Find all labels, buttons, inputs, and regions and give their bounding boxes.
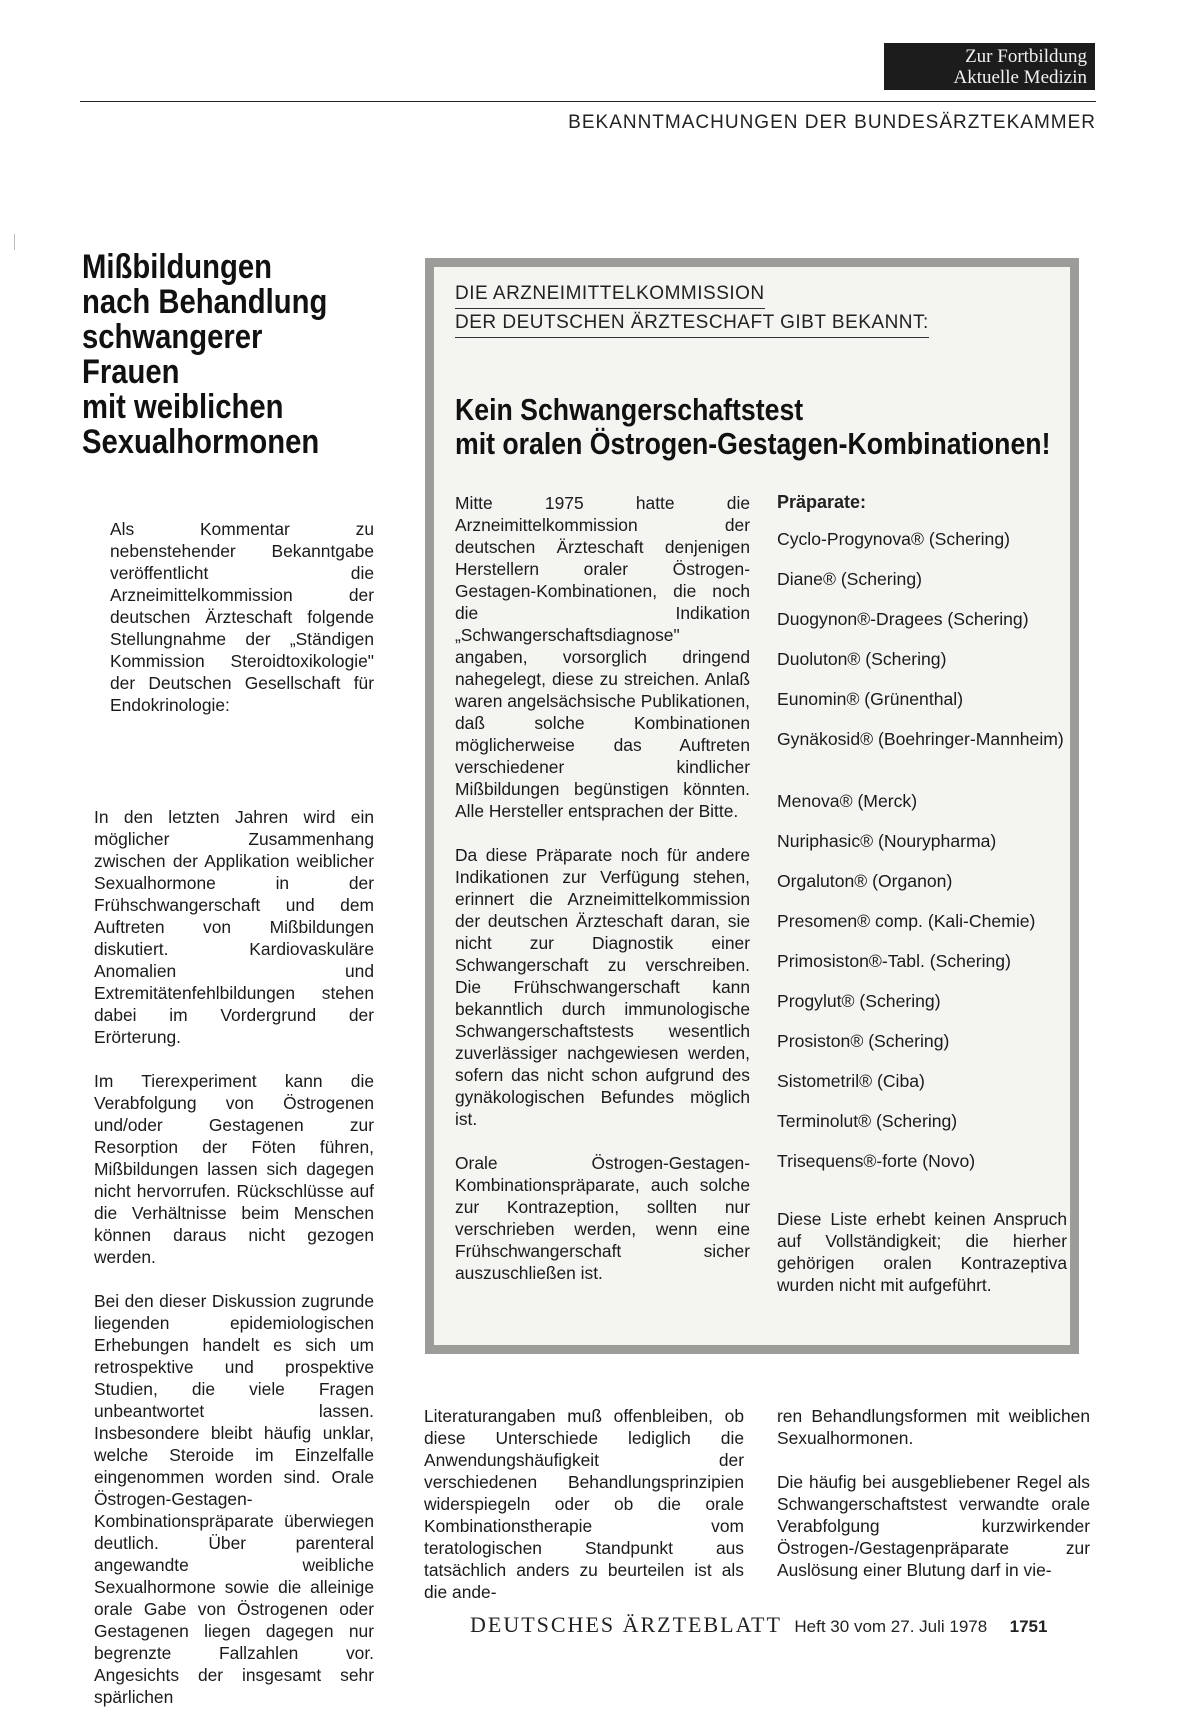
header-line-2: DER DEUTSCHEN ÄRZTESCHAFT GIBT BEKANNT:	[455, 309, 929, 338]
badge-line-1: Zur Fortbildung	[965, 46, 1087, 67]
preparation-item: Orgaluton® (Organon)	[777, 871, 953, 891]
preparation-item: Presomen® comp. (Kali-Chemie)	[777, 911, 1036, 931]
announcement-body	[455, 492, 750, 1306]
left-column	[94, 806, 374, 1730]
announcement-title-line-2: mit oralen Östrogen-Gestagen-Kombinationen!	[455, 426, 1051, 461]
badge-line-2: Aktuelle Medizin	[953, 67, 1087, 88]
preparation-item: Primosiston®-Tabl. (Schering)	[777, 951, 1011, 971]
article-title	[82, 250, 357, 460]
issue-info: Heft 30 vom 27. Juli 1978	[794, 1617, 988, 1636]
announcement-title	[455, 393, 1057, 461]
preparation-item: Duogynon®-Dragees (Schering)	[777, 609, 1029, 629]
announcement-paragraph: Mitte 1975 hatte die Arzneimittelkommission der deutschen Ärzteschaft denjenigen Herstellern oraler Östrogen-Gestagen-Kombinationen, die noch die Indikation „Schwangerschaftsdiagnose" angaben, vorsorglich dringend nahegelegt, diese zu streichen. Anlaß waren angelsächsische Publikationen, daß solche Kombinationen möglicherweise das Auftreten verschiedener kindlicher Mißbildungen begünstigen könnten. Alle Hersteller entsprachen der Bitte.	[455, 493, 750, 821]
preparations-note-text: Diese Liste erhebt keinen Anspruch auf Vollständigkeit; die hierher gehörigen oralen Kontrazeptiva wurden nicht mit aufgeführt.	[777, 1209, 1067, 1295]
preparation-item: Cyclo-Progynova® (Schering)	[777, 529, 1010, 549]
page-number: 1751	[1009, 1617, 1048, 1636]
preparation-item: Gynäkosid® (Boehringer-Mannheim)	[777, 729, 1064, 749]
section-heading: BEKANNTMACHUNGEN DER BUNDESÄRZTEKAMMER	[568, 112, 1096, 133]
bottom-right-column	[777, 1405, 1090, 1603]
header-line-1: DIE ARZNEIMITTELKOMMISSION	[455, 280, 765, 309]
body-paragraph: Im Tierexperiment kann die Verabfolgung von Östrogenen und/oder Gestagenen zur Resorption der Föten führen, Mißbildungen lassen sich dagegen nicht hervorrufen. Rückschlüsse auf die Verhältnisse beim Menschen können daraus nicht gezogen werden.	[94, 1071, 374, 1267]
announcement-paragraph: Orale Östrogen-Gestagen-Kombinationspräparate, auch solche zur Kontrazeption, sollten nur verschrieben werden, wenn eine Frühschwangerschaft sicher auszuschließen ist.	[455, 1153, 750, 1283]
preparation-item: Menova® (Merck)	[777, 791, 918, 811]
preparation-item: Trisequens®-forte (Novo)	[777, 1151, 976, 1171]
intro-paragraph	[110, 518, 374, 738]
header-rule	[80, 101, 1096, 102]
body-paragraph: Bei den dieser Diskussion zugrunde liegenden epidemiologischen Erhebungen handelt es sich um retrospektive und prospektive Studien, die viele Fragen unbeantwortet lassen. Insbesondere bleibt häufig unklar, welche Steroide im Einzelfalle eingenommen worden sind. Orale Östrogen-Gestagen-Kombinationspräparate überwiegen deutlich. Über parenteral angewandte weibliche Sexualhormone sowie die alleinige orale Gabe von Östrogenen oder Gestagenen liegen dagegen nur begrenzte Fallzahlen vor. Angesichts der insgesamt sehr spärlichen	[94, 1291, 374, 1707]
preparation-item: Prosiston® (Schering)	[777, 1031, 950, 1051]
preparations-note	[777, 1208, 1067, 1318]
body-paragraph: Literaturangaben muß offenbleiben, ob diese Unterschiede lediglich die Anwendungshäufigkeit der verschiedenen Behandlungsprinzipien widerspiegeln oder ob die orale Kombinationstherapie vom teratologischen Standpunkt aus tatsächlich anders zu beurteilen ist als die ande-	[424, 1406, 744, 1602]
title-line: Sexualhormonen	[82, 423, 320, 461]
preparation-item: Nuriphasic® (Nourypharma)	[777, 831, 997, 851]
title-line: Mißbildungen	[82, 248, 273, 286]
announcement-header	[455, 280, 975, 338]
journal-name: DEUTSCHES ÄRZTEBLATT	[470, 1612, 782, 1637]
announcement-title-line-1: Kein Schwangerschaftstest	[455, 392, 804, 427]
preparation-item: Diane® (Schering)	[777, 569, 922, 589]
title-line: mit weiblichen	[82, 388, 284, 426]
preparations-heading: Präparate:	[777, 492, 867, 512]
preparation-item: Progylut® (Schering)	[777, 991, 941, 1011]
body-paragraph: ren Behandlungsformen mit weiblichen Sexualhormonen.	[777, 1406, 1090, 1448]
body-paragraph: In den letzten Jahren wird ein möglicher Zusammenhang zwischen der Applikation weiblicher Sexualhormone in der Frühschwangerschaft und dem Auftreten von Mißbildungen diskutiert. Kardiovaskuläre Anomalien und Extremitätenfehlbildungen stehen dabei im Vordergrund der Erörterung.	[94, 807, 374, 1047]
title-line: schwangerer Frauen	[82, 318, 263, 391]
preparations-list	[777, 528, 1067, 1190]
page-footer	[470, 1612, 1096, 1638]
preparation-item: Terminolut® (Schering)	[777, 1111, 958, 1131]
preparation-item: Sistometril® (Ciba)	[777, 1071, 925, 1091]
margin-mark	[14, 234, 15, 250]
title-line: nach Behandlung	[82, 283, 328, 321]
fortbildung-badge	[884, 43, 1095, 90]
body-paragraph: Die häufig bei ausgebliebener Regel als Schwangerschaftstest verwandte orale Verabfolgung kurzwirkender Östrogen-/Gestagenpräparate zur Auslösung einer Blutung darf in vie-	[777, 1472, 1090, 1580]
preparation-item: Eunomin® (Grünenthal)	[777, 689, 964, 709]
intro-text: Als Kommentar zu nebenstehender Bekanntgabe veröffentlicht die Arzneimittelkommission der deutschen Ärzteschaft folgende Stellungnahme der „Ständigen Kommission Steroidtoxikologie" der Deutschen Gesellschaft für Endokrinologie:	[110, 519, 374, 715]
preparation-item: Duoluton® (Schering)	[777, 649, 947, 669]
bottom-middle-column	[424, 1405, 744, 1625]
announcement-paragraph: Da diese Präparate noch für andere Indikationen zur Verfügung stehen, erinnert die Arzneimittelkommission der deutschen Ärzteschaft daran, sie nicht zur Diagnostik einer Schwangerschaft zu verschreiben. Die Frühschwangerschaft kann bekanntlich durch immunologische Schwangerschaftstests wesentlich zuverlässiger nachgewiesen werden, sofern das nicht schon aufgrund des gynäkologischen Befundes möglich ist.	[455, 845, 750, 1129]
